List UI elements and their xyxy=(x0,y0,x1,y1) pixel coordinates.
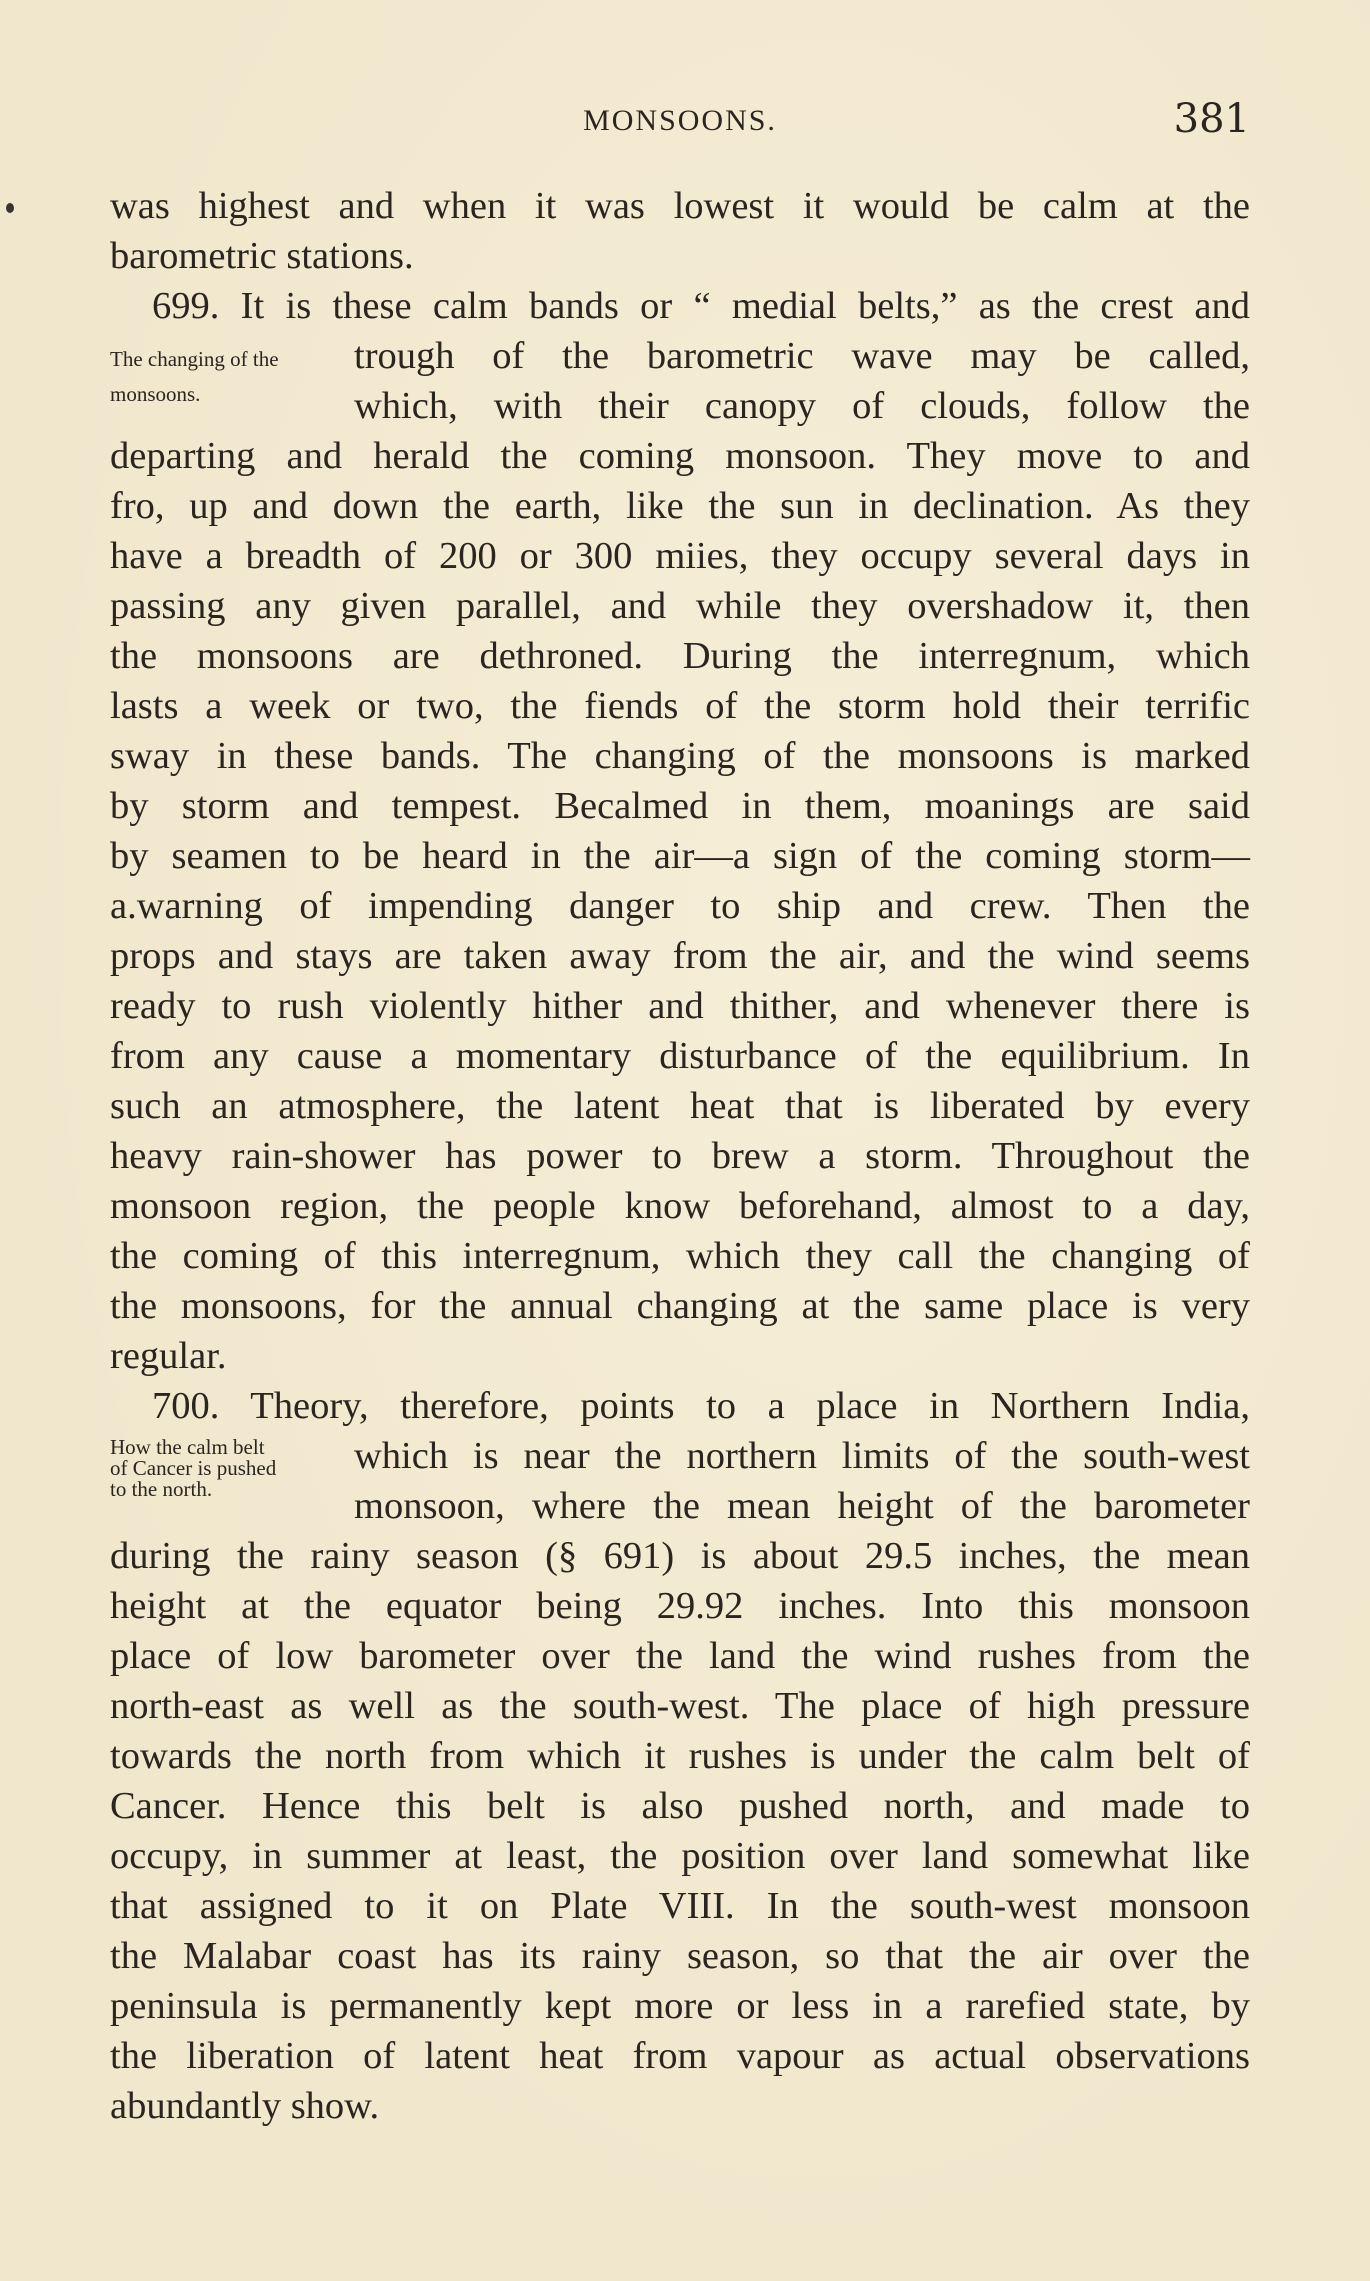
text-line: abundantly show. xyxy=(110,2085,380,2127)
text-line: peninsula is permanently kept more or less in a rarefied state, by xyxy=(110,1985,1250,2027)
text-line: fro, up and down the earth, like the sun in declination. As they xyxy=(110,485,1250,527)
text-line: such an atmosphere, the latent heat that is liberated by every xyxy=(110,1085,1250,1127)
text-line: during the rainy season (§ 691) is about 29.5 inches, the mean xyxy=(110,1535,1250,1577)
text-line: the Malabar coast has its rainy season, so that the air over the xyxy=(110,1935,1250,1977)
text-line: by storm and tempest. Becalmed in them, moanings are said xyxy=(110,785,1250,827)
text-line: Cancer. Hence this belt is also pushed north, and made to xyxy=(110,1785,1250,1827)
text-line: by seamen to be heard in the air—a sign of the coming storm— xyxy=(110,835,1250,877)
running-title: MONSOONS. xyxy=(583,104,777,137)
running-head xyxy=(110,96,1250,146)
text-line: height at the equator being 29.92 inches. Into this monsoon xyxy=(110,1585,1250,1627)
text-line: ready to rush violently hither and thither, and whenever there is xyxy=(110,985,1250,1027)
text-line: place of low barometer over the land the wind rushes from the xyxy=(110,1635,1250,1677)
text-line: regular. xyxy=(110,1335,227,1377)
text-line: towards the north from which it rushes is under the calm belt of xyxy=(110,1735,1250,1777)
text-line: barometric stations. xyxy=(110,235,414,277)
text-line: which, with their canopy of clouds, follow the xyxy=(354,385,1250,427)
text-line: was highest and when it was lowest it would be calm at the xyxy=(110,185,1250,227)
paragraph-699-start: 699. It is these calm bands or “ medial belts,” as the crest and xyxy=(152,285,1250,327)
text-line: trough of the barometric wave may be called, xyxy=(354,335,1250,377)
ink-mark xyxy=(6,203,14,213)
paragraph-700-start: 700. Theory, therefore, points to a place in Northern India, xyxy=(152,1385,1250,1427)
text-line: sway in these bands. The changing of the monsoons is marked xyxy=(110,735,1250,777)
text-line: a.warning of impending danger to ship and crew. Then the xyxy=(110,885,1250,927)
page-number: 381 xyxy=(1173,96,1250,142)
text-line: monsoon region, the people know beforehand, almost to a day, xyxy=(110,1185,1250,1227)
text-line: that assigned to it on Plate VIII. In the south-west monsoon xyxy=(110,1885,1250,1927)
text-line: passing any given parallel, and while they overshadow it, then xyxy=(110,585,1250,627)
text-line: departing and herald the coming monsoon. They move to and xyxy=(110,435,1250,477)
margin-note-changing-line-1: The changing of the xyxy=(110,347,279,371)
text-line: north-east as well as the south-west. The place of high pressure xyxy=(110,1685,1250,1727)
text-line: props and stays are taken away from the air, and the wind seems xyxy=(110,935,1250,977)
text-line: occupy, in summer at least, the position over land somewhat like xyxy=(110,1835,1250,1877)
text-line: the monsoons, for the annual changing at the same place is very xyxy=(110,1285,1250,1327)
margin-note-changing-line-2: monsoons. xyxy=(110,382,201,406)
margin-note-calm-belt-line-2: of Cancer is pushed xyxy=(110,1456,277,1480)
text-line: have a breadth of 200 or 300 miies, they occupy several days in xyxy=(110,535,1250,577)
text-line: monsoon, where the mean height of the barometer xyxy=(354,1485,1250,1527)
text-line: the liberation of latent heat from vapour as actual observations xyxy=(110,2035,1250,2077)
text-line: the coming of this interregnum, which they call the changing of xyxy=(110,1235,1250,1277)
text-line: which is near the northern limits of the south-west xyxy=(354,1435,1250,1477)
text-line: heavy rain-shower has power to brew a storm. Throughout the xyxy=(110,1135,1250,1177)
text-line: the monsoons are dethroned. During the interregnum, which xyxy=(110,635,1250,677)
margin-note-calm-belt-line-3: to the north. xyxy=(110,1477,213,1501)
text-line: from any cause a momentary disturbance of the equilibrium. In xyxy=(110,1035,1250,1077)
text-line: lasts a week or two, the fiends of the storm hold their terrific xyxy=(110,685,1250,727)
margin-note-calm-belt-line-1: How the calm belt xyxy=(110,1435,265,1459)
